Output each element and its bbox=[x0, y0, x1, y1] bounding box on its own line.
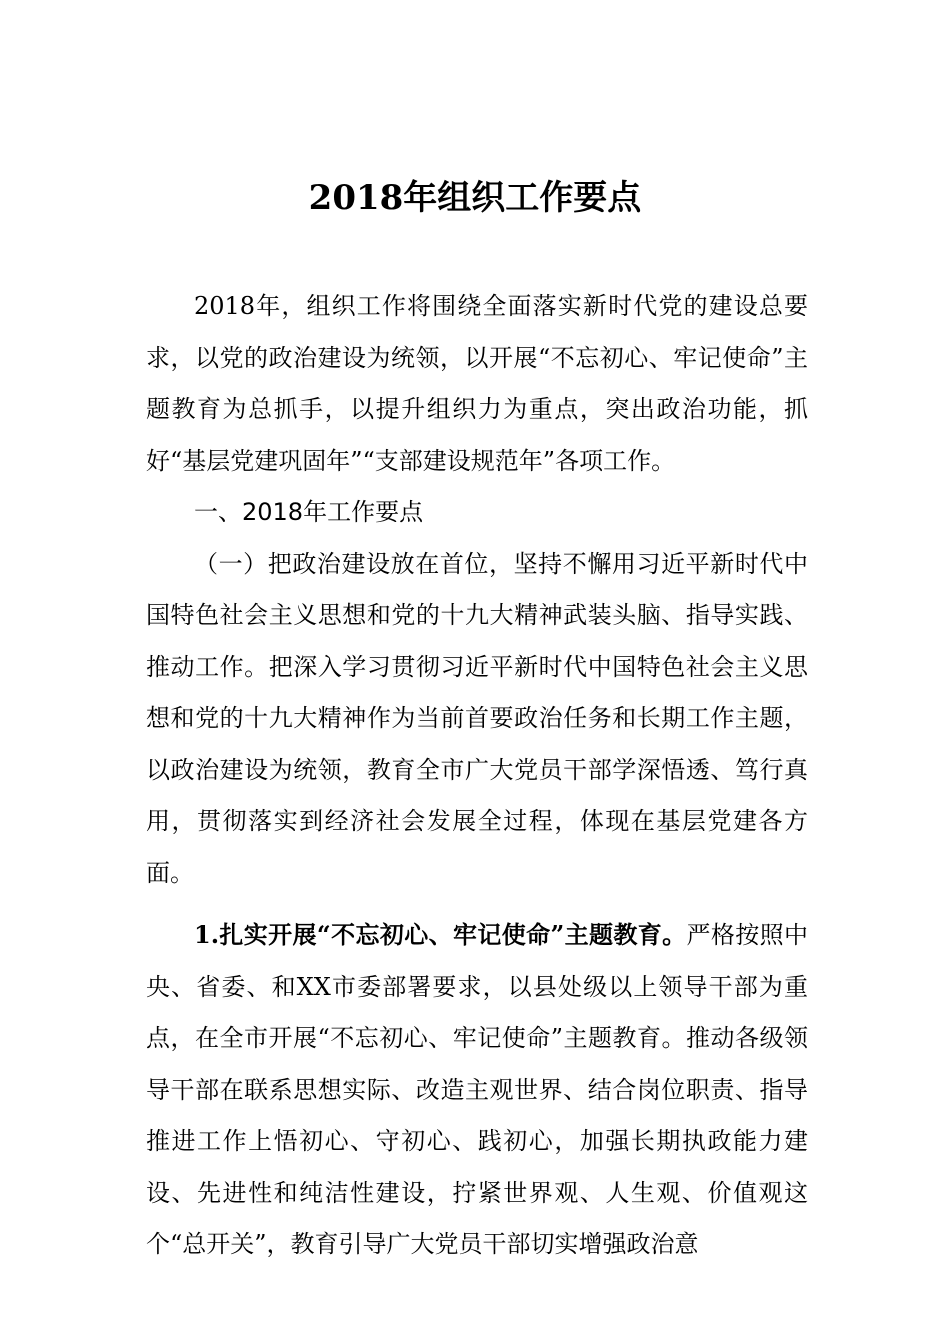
section-heading: 一、2018年工作要点 bbox=[194, 498, 424, 526]
point-lead: 1.扎实开展“不忘初心、牢记使命”主题教育。 bbox=[194, 920, 687, 949]
point-paragraph bbox=[146, 909, 808, 1271]
point-text: 严格按照中央、省委、和XX市委部署要求，以县处级以上领导干部为重点，在全市开展“不忘初心、牢记使命”主题教育。推动各级领导干部在联系思想实际、改造主观世界、结合岗位职责、指导推进工作上悟初心、守初心、践初心，加强长期执政能力建设、先进性和纯洁性建设，拧紧世界观、人生观、价值观这个“总开关”，教育引导广大党员干部切实增强政治意 bbox=[146, 921, 808, 1258]
document-body bbox=[146, 281, 808, 1271]
intro-paragraph: 2018年，组织工作将围绕全面落实新时代党的建设总要求，以党的政治建设为统领，以开展“不忘初心、牢记使命”主题教育为总抓手，以提升组织力为重点，突出政治功能，抓好“基层党建巩固年”“支部建设规范年”各项工作。 bbox=[146, 292, 808, 475]
item-paragraph: （一）把政治建设放在首位，坚持不懈用习近平新时代中国特色社会主义思想和党的十九大精神武装头脑、指导实践、推动工作。把深入学习贯彻习近平新时代中国特色社会主义思想和党的十九大精神作为当前首要政治任务和长期工作主题，以政治建设为统领，教育全市广大党员干部学深悟透、笃行真用，贯彻落实到经济社会发展全过程，体现在基层党建各方面。 bbox=[146, 549, 808, 887]
document-title: 2018年组织工作要点 bbox=[308, 178, 642, 218]
